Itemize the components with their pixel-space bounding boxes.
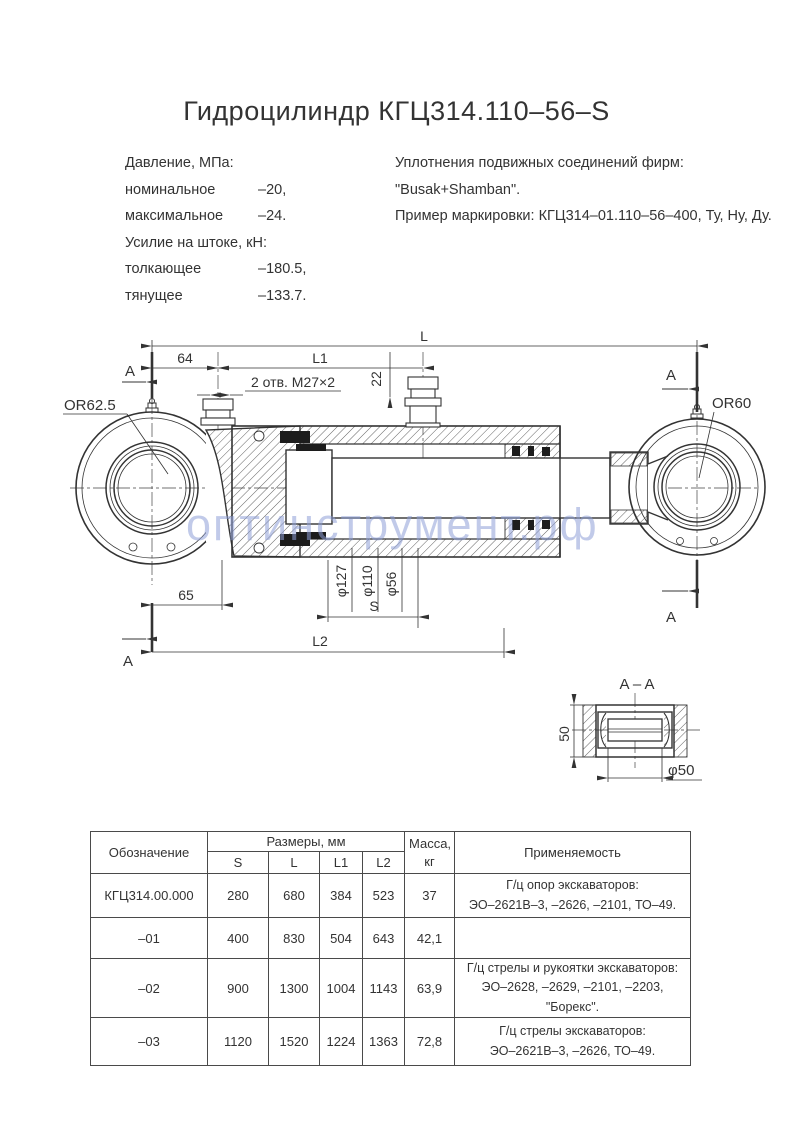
spec-value: –133.7. — [258, 287, 307, 304]
cylinder-drawing-svg — [0, 315, 793, 815]
seals-note: Уплотнения подвижных соединений фирм: — [395, 155, 684, 171]
l-cell: 1520 — [269, 1018, 320, 1066]
page-title: Гидроцилиндр КГЦ314.110–56–S — [183, 96, 610, 126]
col-header-l1: L1 — [320, 852, 363, 874]
spec-label: максимальное — [125, 208, 224, 224]
pressure-header: Давление, МПа: — [125, 155, 234, 171]
spec-value: –180.5, — [258, 261, 307, 277]
l-cell: 680 — [269, 874, 320, 918]
cylinder-body — [206, 426, 668, 557]
mass-header-line2: кг — [424, 853, 435, 869]
spec-value: –20, — [258, 181, 287, 198]
table-row — [91, 918, 691, 959]
application-line: Г/ц опор экскаваторов: — [506, 878, 639, 893]
or-right-label: OR60 — [712, 395, 752, 412]
watermark: оптинструмент.рф — [186, 499, 599, 550]
col-header-sizes: Размеры, мм — [208, 832, 405, 852]
dim-65-label: 65 — [178, 587, 194, 603]
application-line: ЭО–2621В–3, –2626, ТО–49. — [489, 1043, 656, 1058]
piston-head — [286, 450, 332, 524]
l-cell: 1300 — [269, 959, 320, 1018]
s-cell: 280 — [208, 874, 269, 918]
col-header-s: S — [208, 852, 269, 874]
col-header-l: L — [269, 852, 320, 874]
spec-block — [125, 150, 325, 309]
s-cell: 1120 — [208, 1018, 269, 1066]
l2-cell: 1143 — [363, 959, 405, 1018]
bleed-plug-icon — [254, 431, 264, 441]
section-arrow-label: A — [124, 363, 136, 380]
designation-cell: КГЦ314.00.000 — [91, 874, 208, 918]
section-arrow-label: A — [122, 653, 134, 670]
col-header-designation: Обозначение — [91, 832, 208, 874]
spec-label: номинальное — [125, 181, 216, 198]
application-cell — [455, 959, 691, 1018]
application-line: Г/ц стрелы экскаваторов: — [499, 1024, 646, 1039]
l1-cell: 504 — [320, 918, 363, 959]
l2-cell: 1363 — [363, 1018, 405, 1066]
application-line: Г/ц стрелы и рукоятки экскаваторов: — [466, 961, 679, 975]
ports-label: 2 отв. М27×2 — [251, 374, 335, 390]
spec-value: –24. — [258, 208, 287, 224]
force-header: Усилие на штоке, кН: — [125, 234, 267, 251]
l1-cell: 1004 — [320, 959, 363, 1018]
table-row — [91, 1018, 691, 1066]
barrel-top-wall — [300, 426, 560, 444]
spec-row — [125, 283, 325, 310]
l1-cell: 1224 — [320, 1018, 363, 1066]
designation-cell: –01 — [91, 918, 208, 959]
notes-block — [395, 150, 772, 230]
table-row — [91, 959, 691, 1018]
designation-cell: –03 — [91, 1018, 208, 1066]
dim-L-label: L — [420, 328, 428, 344]
l2-cell: 643 — [363, 918, 405, 959]
l-cell: 830 — [269, 918, 320, 959]
application-line: ЭО–2621В–3, –2626, –2101, ТО–49. — [468, 897, 677, 912]
spec-label: тянущее — [125, 287, 183, 304]
technical-drawing — [0, 315, 793, 815]
spec-label: толкающее — [125, 261, 202, 277]
mass-cell: 72,8 — [405, 1018, 455, 1066]
col-header-mass — [405, 832, 455, 874]
bleed-plug-icon — [254, 543, 264, 553]
col-header-application: Применяемость — [455, 832, 691, 874]
port-1 — [201, 399, 235, 425]
dim-L1-label: L1 — [312, 350, 328, 366]
section-arrow-label: A — [665, 609, 677, 626]
piston-rod — [332, 458, 610, 518]
section-height-label: 50 — [556, 726, 572, 742]
mass-cell: 37 — [405, 874, 455, 918]
designation-cell: –02 — [91, 959, 208, 1018]
marking-note: Пример маркировки: КГЦ314–01.110–56–400, Ту, Ну, Ду. — [395, 208, 772, 224]
dim-d56-label: φ56 — [383, 571, 399, 597]
application-cell — [455, 918, 691, 959]
dim-d127-label: φ127 — [333, 564, 349, 598]
dim-S-label: S — [369, 598, 379, 614]
application-cell — [455, 874, 691, 918]
application-line: ЭО–2628, –2629, –2101, –2203, "Борекс". — [481, 980, 664, 1014]
dim-22-label: 22 — [368, 371, 384, 387]
col-header-l2: L2 — [363, 852, 405, 874]
brand-note: "Busak+Shamban". — [395, 181, 521, 198]
section-a-a-detail — [556, 676, 702, 782]
dim-d110-label: φ110 — [359, 565, 375, 597]
s-cell: 900 — [208, 959, 269, 1018]
l2-cell: 523 — [363, 874, 405, 918]
cap-seal — [280, 431, 310, 443]
section-title: A – A — [619, 676, 655, 693]
section-bore-label: φ50 — [668, 762, 695, 779]
mass-cell: 63,9 — [405, 959, 455, 1018]
s-cell: 400 — [208, 918, 269, 959]
port-2 — [405, 377, 441, 427]
mass-header-line1: Масса, — [409, 835, 452, 851]
table-row — [91, 874, 691, 918]
barrel-bottom-wall — [300, 539, 560, 557]
spec-row — [125, 256, 325, 283]
size-table — [90, 831, 691, 1066]
or-left-label: OR62.5 — [64, 397, 116, 414]
l1-cell: 384 — [320, 874, 363, 918]
spec-row — [125, 203, 325, 230]
section-arrow-label: A — [665, 367, 677, 384]
application-cell — [455, 1018, 691, 1066]
dim-L2-label: L2 — [312, 633, 328, 649]
spec-row — [125, 177, 325, 204]
mass-cell: 42,1 — [405, 918, 455, 959]
dim-64-label: 64 — [177, 350, 193, 366]
